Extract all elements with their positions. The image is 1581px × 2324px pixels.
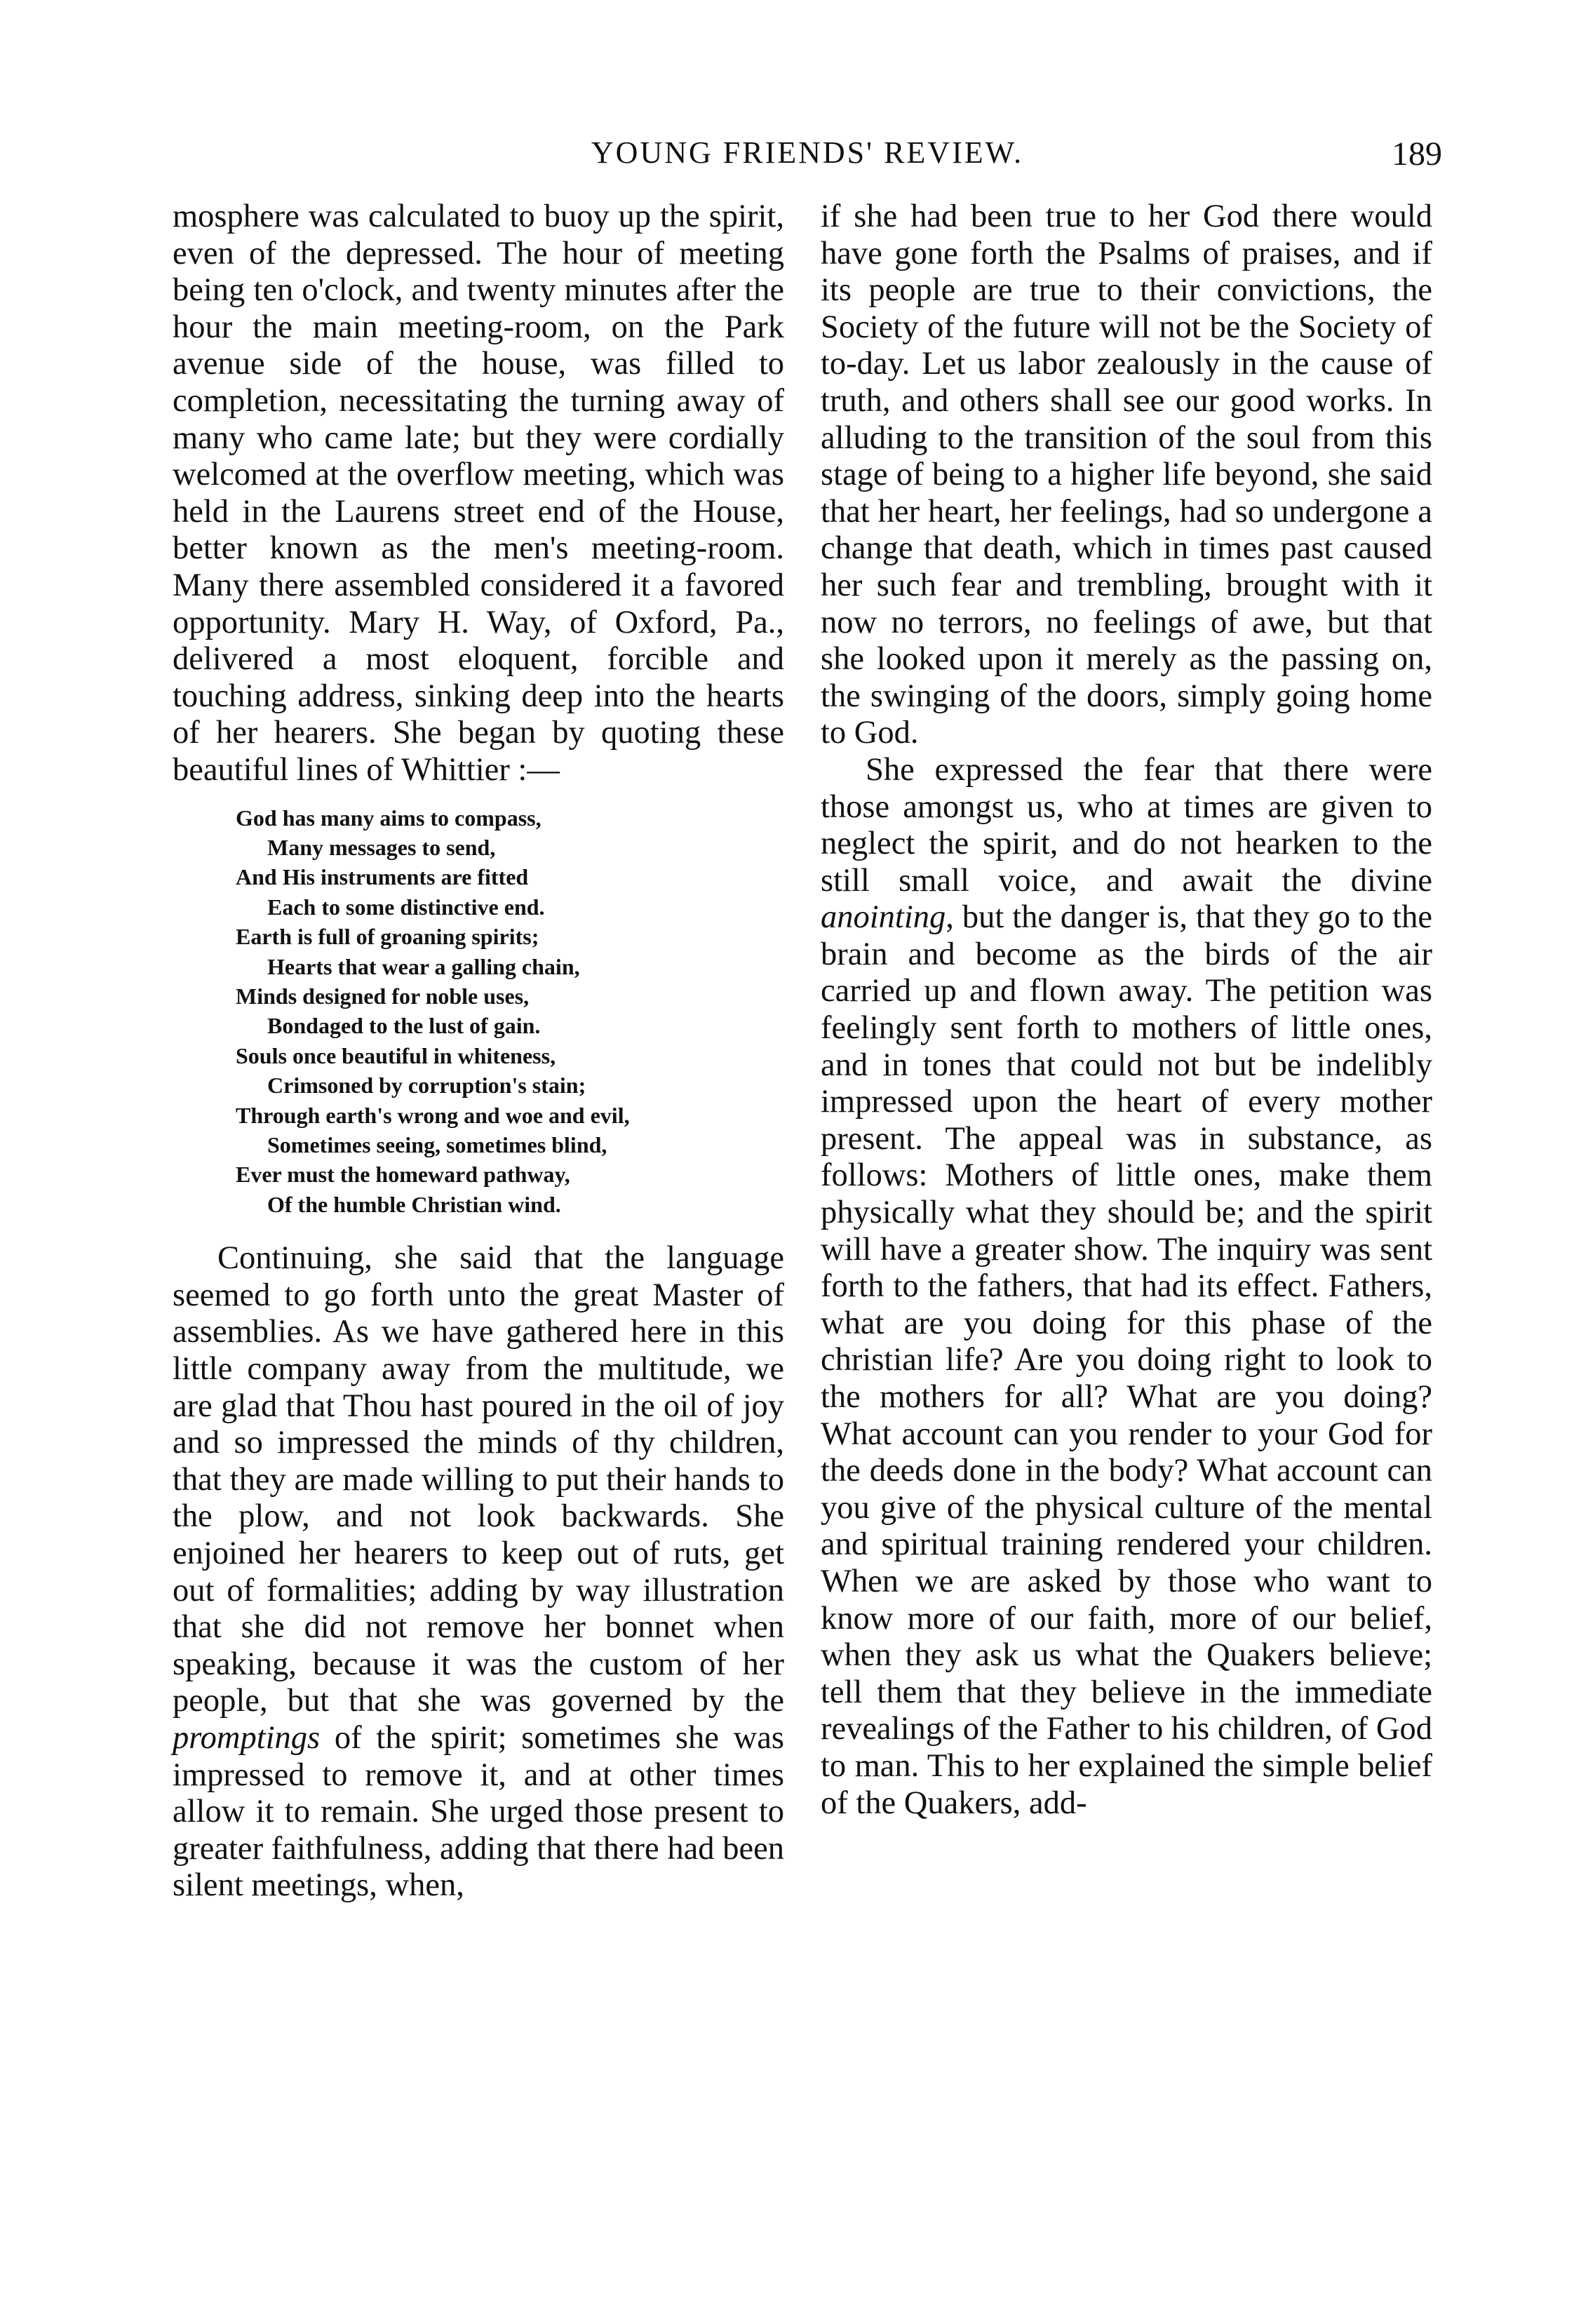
poem-line: Hearts that wear a galling chain, [267,953,580,979]
right-paragraph-2-text-b: , but the danger is, that they go to the brain and become as the birds of the air carried up and flown away. The petition was feelingly sent forth to mothers of little ones, and in tones that could not but be indelibly impressed upon the heart of every mother present. The appeal was in substance, as follows: Mothers of little ones, make them physically what they should be; and the spirit will have a greater show. The inquiry was sent forth to the fathers, that had its effect. Fathers, what are you doing for this phase of the christian life? Are you doing right to look to the mothers for all? What are you doing? What account can you render to your God for the deeds done in the body? What account can you give of the physical culture of the mental and spiritual training rendered your children. When we are asked by those who want to know more of our faith, more of our belief, when they ask us what the Quakers believe; tell them that they believe in the immediate revealings of the Father to his children, of God to man. This to her explained the simple belief of the Quakers, add- [821,899,1432,1821]
left-paragraph-2-text-a: Continuing, she said that the language seemed to go forth unto the great Master of assemblies. As we have gathered here in this little company away from the multitude, we are glad that Thou hast poured in the oil of joy and so impressed the minds of thy children, that they are made willing to put their hands to the plow, and not look backwards. She enjoined her hearers to keep out of ruts, get out of formalities; adding by way illustration that she did not remove her bonnet when speaking, because it was the custom of her people, but that she was governed by the [173,1240,784,1719]
left-paragraph-1: mosphere was calculated to buoy up the spirit, even of the depressed. The hour of meeting being ten o'clock, and twenty minutes after the hour the main meeting-room, on the Park avenue side of the house, was filled to completion, necessitating the turning away of many who came late; but they were cordially welcomed at the overflow meeting, which was held in the Laurens street end of the House, better known as the men's meeting-room. Many there assembled considered it a favored opportunity. Mary H. Way, of Oxford, Pa., delivered a most eloquent, forcible and touching address, sinking deep into the hearts of her hearers. She began by quoting these beautiful lines of Whittier :— [173,199,784,788]
page-number: 189 [1392,135,1442,173]
poem-line: Many messages to send, [267,834,496,860]
left-paragraph-2 [173,1240,784,1905]
whittier-poem [236,803,784,1220]
right-paragraph-2-text-a: She expressed the fear that there were those amongst us, who at times are given to neglect the spirit, and do not hearken to the still small voice, and await the divine [821,751,1432,899]
left-paragraph-2-text-b: of the spirit; sometimes she was impressed to remove it, and at other times allow it to remain. She urged those present to greater faithfulness, adding that there had been silent meetings, when, [173,1719,784,1904]
right-paragraph-1: if she had been true to her God there would have gone forth the Psalms of praises, and if its people are true to their convictions, the Society of the future will not be the Society of to-day. Let us labor zealously in the cause of truth, and others shall see our good works. In alluding to the transition of the soul from this stage of being to a higher life beyond, she said that her heart, her feelings, had so undergone a change that death, which in times past caused her such fear and trembling, brought with it now no terrors, no feelings of awe, but that she looked upon it merely as the passing on, the swinging of the doors, simply going home to God. [821,199,1432,751]
italic-anointing: anointing [821,899,946,936]
page-header [173,135,1442,184]
poem-line: God has many aims to compass, [236,805,541,831]
right-paragraph-2 [821,752,1432,1822]
poem-line: Sometimes seeing, sometimes blind, [267,1131,607,1157]
poem-line: Through earth's wrong and woe and evil, [236,1102,630,1128]
poem-line: Bondaged to the lust of gain. [267,1013,541,1039]
poem-line: Earth is full of groaning spirits; [236,924,539,950]
poem-line: Souls once beautiful in whiteness, [236,1042,556,1068]
poem-line: Of the humble Christian wind. [267,1191,561,1217]
left-column [173,199,784,1905]
poem-line: Ever must the homeward pathway, [236,1162,570,1188]
poem-line: Crimsoned by corruption's stain; [267,1073,586,1099]
poem-line: Minds designed for noble uses, [236,983,530,1009]
running-title: YOUNG FRIENDS' REVIEW. [591,135,1024,170]
poem-line: And His instruments are fitted [236,864,529,890]
italic-promptings: promptings [173,1719,321,1756]
right-column [821,199,1432,1822]
poem-line: Each to some distinctive end. [267,894,545,920]
